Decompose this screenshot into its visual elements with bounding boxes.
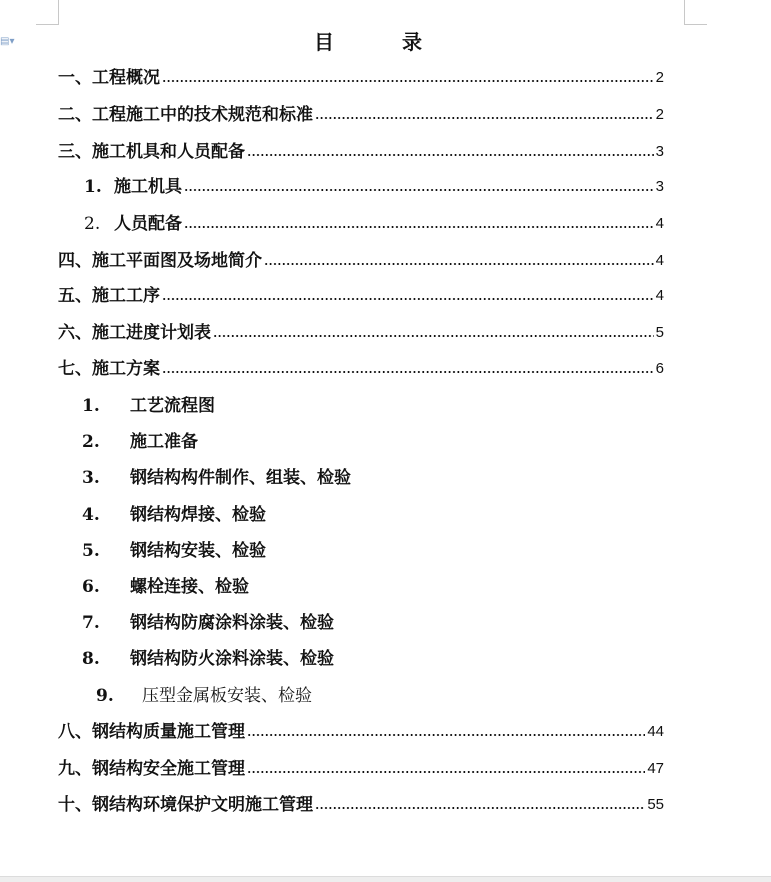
- toc-subentry-number: 8.: [82, 649, 100, 669]
- toc-subentry-number: 1.: [84, 177, 102, 197]
- toc-entry-page: 3: [655, 143, 664, 160]
- toc-entry-label: 五、施工工序: [58, 286, 160, 306]
- toc-subentry-page: 3: [655, 178, 664, 195]
- toc-subentry-page: 4: [655, 215, 664, 232]
- toc-subentry-label: 钢结构安装、检验: [130, 541, 266, 561]
- toc-subentry[interactable]: [82, 539, 266, 563]
- toc-subentry-number: 5.: [82, 541, 100, 561]
- toc-entry[interactable]: [58, 757, 664, 781]
- toc-entry[interactable]: [58, 357, 664, 381]
- toc-subentry-label: 钢结构构件制作、组装、检验: [130, 468, 351, 488]
- toc-subentry-label: 钢结构焊接、检验: [130, 505, 266, 525]
- toc-subentry-number: 6.: [82, 577, 100, 597]
- toc-entry-label: 三、施工机具和人员配备: [58, 142, 245, 162]
- toc-subentry-label: 压型金属板安装、检验: [142, 686, 312, 706]
- toc-subentry[interactable]: [96, 684, 312, 708]
- toc-entry[interactable]: [58, 66, 664, 90]
- toc-subentry-label: 施工机具: [114, 177, 182, 197]
- toc-subentry-number: 2.: [82, 432, 100, 452]
- toc-entry[interactable]: [58, 793, 664, 817]
- toc-entry[interactable]: [58, 284, 664, 308]
- toc-entry-page: 2: [655, 106, 664, 123]
- toc-subentry-number: 9.: [96, 686, 114, 706]
- toc-entry-page: 2: [655, 69, 664, 86]
- toc-entry[interactable]: [58, 249, 664, 273]
- crop-mark-top-right: [684, 0, 707, 25]
- page-title: [314, 26, 422, 55]
- dot-leader: [162, 298, 654, 300]
- toc-entry-label: 八、钢结构质量施工管理: [58, 722, 245, 742]
- toc-entry[interactable]: [58, 140, 664, 164]
- toc-entry[interactable]: [58, 321, 664, 345]
- toc-entry[interactable]: [58, 103, 664, 127]
- dot-leader: [184, 189, 654, 191]
- title-char-1: 目: [314, 30, 334, 54]
- toc-subentry-label: 螺栓连接、检验: [130, 577, 249, 597]
- dot-leader: [315, 807, 645, 809]
- toc-entry-page: 44: [647, 723, 664, 740]
- toc-subentry[interactable]: [84, 212, 664, 236]
- toc-entry-label: 九、钢结构安全施工管理: [58, 759, 245, 779]
- toc-subentry-label: 人员配备: [114, 214, 182, 234]
- toc-entry-page: 4: [655, 287, 664, 304]
- toc-subentry[interactable]: [82, 575, 249, 599]
- toc-subentry-number: 2.: [84, 214, 101, 234]
- paragraph-anchor-icon: ▤▾: [0, 36, 15, 47]
- toc-entry-page: 47: [647, 760, 664, 777]
- dot-leader: [213, 335, 654, 337]
- toc-entry-page: 55: [647, 796, 664, 813]
- toc-subentry[interactable]: [82, 611, 334, 635]
- toc-entry-page: 5: [655, 324, 664, 341]
- crop-mark-top-left: [36, 0, 59, 25]
- toc-subentry[interactable]: [82, 503, 266, 527]
- toc-subentry-label: 钢结构防火涂料涂装、检验: [130, 649, 334, 669]
- page-bottom-edge: [0, 876, 771, 882]
- toc-entry-label: 十、钢结构环境保护文明施工管理: [58, 795, 313, 815]
- toc-entry-page: 4: [655, 252, 664, 269]
- toc-subentry-label: 工艺流程图: [130, 396, 215, 416]
- title-char-2: 录: [402, 30, 422, 54]
- dot-leader: [247, 734, 645, 736]
- dot-leader: [162, 80, 654, 82]
- toc-entry-label: 七、施工方案: [58, 359, 160, 379]
- toc-entry-label: 四、施工平面图及场地简介: [58, 251, 262, 271]
- toc-subentry[interactable]: [82, 647, 334, 671]
- toc-subentry[interactable]: [82, 394, 215, 418]
- toc-subentry-number: 1.: [82, 396, 100, 416]
- dot-leader: [315, 117, 654, 119]
- dot-leader: [264, 263, 654, 265]
- toc-subentry[interactable]: [84, 175, 664, 199]
- toc-entry-label: 二、工程施工中的技术规范和标准: [58, 105, 313, 125]
- toc-subentry-number: 4.: [82, 505, 100, 525]
- toc-subentry-label: 钢结构防腐涂料涂装、检验: [130, 613, 334, 633]
- toc-subentry[interactable]: [82, 466, 351, 490]
- dot-leader: [184, 226, 654, 228]
- toc-subentry-label: 施工准备: [130, 432, 198, 452]
- toc-subentry-number: 3.: [82, 468, 100, 488]
- toc-entry[interactable]: [58, 720, 664, 744]
- dot-leader: [247, 771, 645, 773]
- dot-leader: [247, 154, 654, 156]
- dot-leader: [162, 371, 654, 373]
- toc-subentry-number: 7.: [82, 613, 100, 633]
- toc-entry-label: 六、施工进度计划表: [58, 323, 211, 343]
- toc-entry-page: 6: [655, 360, 664, 377]
- toc-entry-label: 一、工程概况: [58, 68, 160, 88]
- toc-subentry[interactable]: [82, 430, 198, 454]
